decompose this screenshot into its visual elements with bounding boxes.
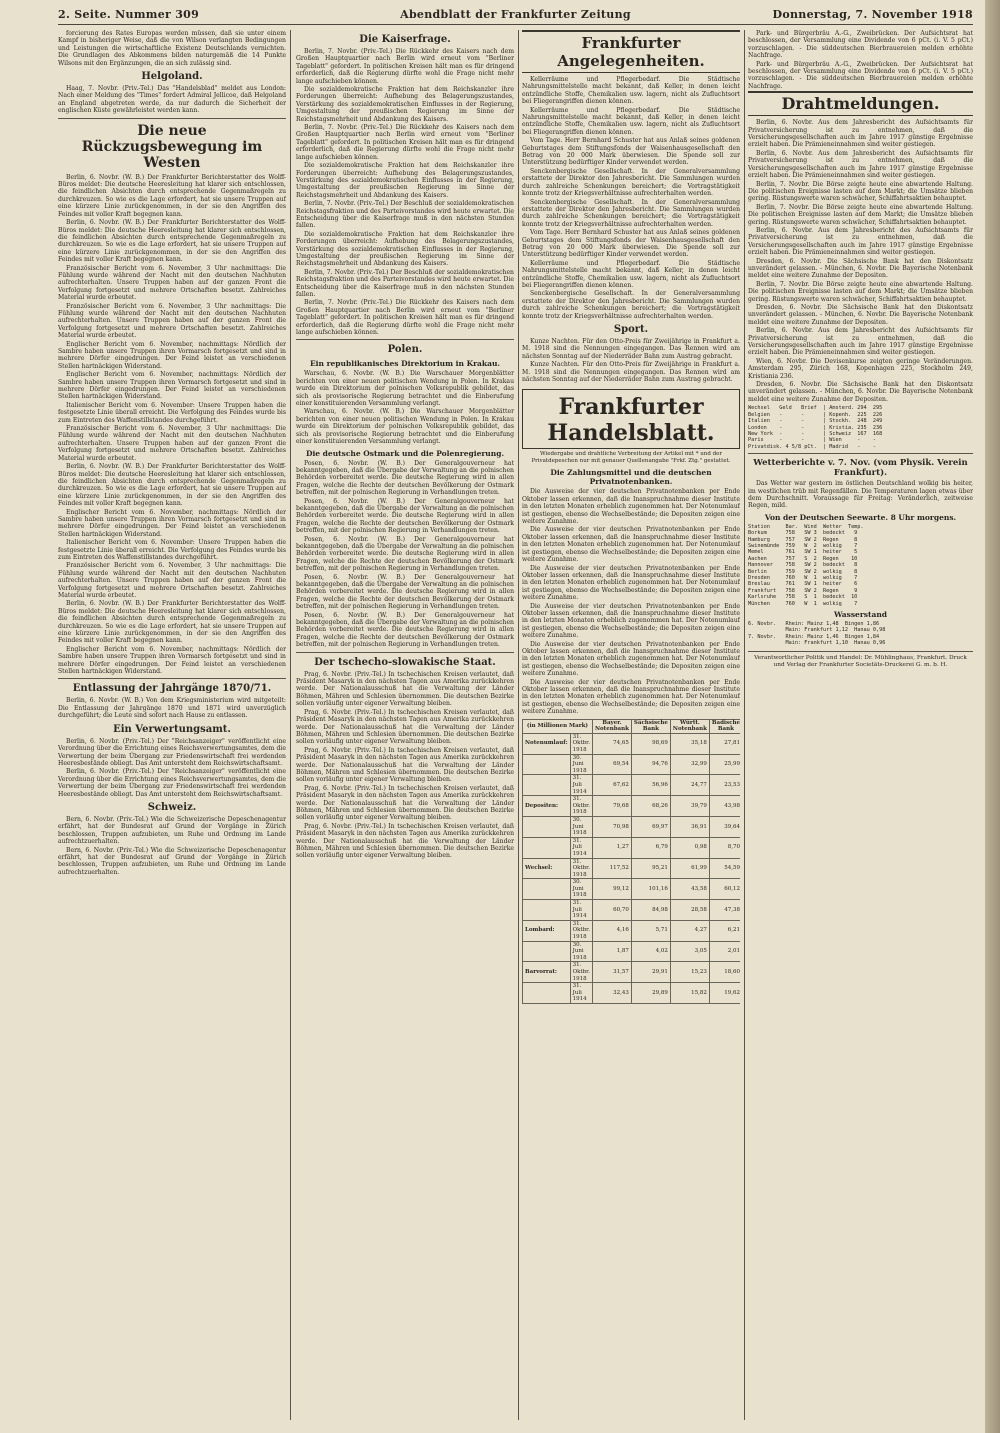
table-cell: 18,60 <box>709 962 740 983</box>
table-cell: 74,65 <box>592 733 631 754</box>
table-cell <box>523 837 571 858</box>
article-text: Französischer Bericht vom 6. November, 3 Uhr nachmittags: Die Fühlung wurde während der Nacht mit den deutschen Nachhuten aufrechterhalten. Unsere Truppen haben auf der ganzen Front die Verfolgung fortgesetzt und mehrere Ortschaften besetzt. Zahlreiches Material wurde erbeutet. <box>58 562 286 599</box>
table-cell: 31. Juli 1914 <box>570 775 592 796</box>
article-text: Prag, 6. Novbr. (Priv.-Tel.) In tschechischen Kreisen verlautet, daß Präsident Masaryk in den nächsten Tagen aus Amerika zurückkehren werde. Der Nationalausschuß hat die Verwaltung der Länder Böhmen, Mähren und Schlesien übernommen. Die deutschen Bezirke sollen vorläufig unter eigener Verwaltung bleiben. <box>296 708 514 746</box>
article-text: Vom Tage. Herr Bernhard Schuster hat aus Anlaß seines goldenen Geburtstages dem Stiftungsfonds der Waisenhausgesellschaft den Betrag von 20 000 Mark überwiesen. Die Spende soll zur Unterstützung bedürftiger Kinder verwendet werden. <box>522 137 740 167</box>
table-row <box>523 733 741 754</box>
table-cell: 19,62 <box>709 983 740 1004</box>
table-cell: 31. Oktbr. 1918 <box>570 733 592 754</box>
table-cell: 31. Juli 1914 <box>570 983 592 1004</box>
column-2 <box>296 30 514 1420</box>
article-heading: Entlassung der Jahrgänge 1870/71. <box>72 683 272 695</box>
table-row <box>523 920 741 941</box>
article-text: Dresden, 6. Novbr. Die Sächsische Bank hat den Diskontsatz unverändert gelassen. - München, 6. Novbr. Die Bayerische Notenbank meldet eine weitere Zunahme der Depositen. <box>748 381 973 403</box>
article-text: Französischer Bericht vom 6. November, 3 Uhr nachmittags: Die Fühlung wurde während der Nacht mit den deutschen Nachhuten aufrechterhalten. Unsere Truppen haben auf der ganzen Front die Verfolgung fortgesetzt und mehrere Ortschaften besetzt. Zahlreiches Material wurde erbeutet. <box>58 264 286 302</box>
table-cell: 15,82 <box>670 983 709 1004</box>
table-cell: 4,02 <box>631 941 670 962</box>
newspaper-title: Abendblatt der Frankfurter Zeitung <box>400 8 631 21</box>
table-cell <box>523 816 571 837</box>
article-text: Berlin, 6. Novbr. Aus dem Jahresbericht des Aufsichtsamts für Privatversicherung ist zu entnehmen, daß die Versicherungsgesellschaften auch im Jahre 1917 günstige Ergebnisse erzielt haben. Die Prämieneinnahmen sind weiter gestiegen. <box>748 327 973 357</box>
table-cell: 68,26 <box>631 796 670 817</box>
column-rule <box>290 30 291 1420</box>
article-heading: Schweiz. <box>147 801 197 813</box>
table-cell <box>523 983 571 1004</box>
table-cell: 39,64 <box>709 816 740 837</box>
table-cell: 47,38 <box>709 900 740 921</box>
table-cell <box>523 900 571 921</box>
article-text: Bern, 6. Novbr. (Priv.-Tel.) Wie die Schweizerische Depeschenagentur erfährt, hat der Bundesrat auf Grund der Vorgänge in Zürich beschlossen, Truppen aufzubieten, um Ruhe und Ordnung im Lande aufrechtzuerhalten. <box>58 815 286 846</box>
table-row <box>523 879 741 900</box>
article-text: Posen, 6. Novbr. (W. B.) Der Generalgouverneur hat bekanntgegeben, daß die Übergabe der Verwaltung an die polnischen Behörden vorbereitet werde. Die deutsche Regierung wird in allen Fragen, welche die Rechte der deutschen Bevölkerung der Ostmark betreffen, mit der polnischen Regierung in Verhandlungen treten. <box>296 497 514 535</box>
article-text: Kellerräume und Pflegerbedarf. Die Städtische Nahrungsmittelstelle macht bekannt, daß Keller, in denen leicht entzündliche Stoffe, Chemikalien usw. lagern, nicht als Zufluchtsort bei Fliegerangriffen dienen können. <box>522 259 740 289</box>
article-heading: Der tschecho-slowakische Staat. <box>314 656 496 668</box>
table-cell: 31,57 <box>592 962 631 983</box>
table-cell: 28,58 <box>670 900 709 921</box>
article-text: Berlin, 6. Novbr. (W. B.) Der Frankfurter Berichterstatter des Wolff-Büros meldet: Die deutsche Heeresleitung hat klarer sich entschlossen, die feindlichen Absichten durch entsprechende Gegenmaßregeln zu durchkreuzen. So wie es die Lage erfordert, hat sie unsere Truppen auf eine kürzere Linie zurückgenommen, in der sie den Angriffen des Feindes mit voller Kraft begegnen kann. <box>58 600 286 645</box>
table-cell: 31. Oktbr. 1918 <box>570 858 592 879</box>
article-text: Kellerräume und Pflegerbedarf. Die Städtische Nahrungsmittelstelle macht bekannt, daß Keller, in denen leicht entzündliche Stoffe, Chemikalien usw. lagern, nicht als Zufluchtsort bei Fliegerangriffen dienen können. <box>522 76 740 106</box>
article-text: Berlin, 6. Novbr. Aus dem Jahresbericht des Aufsichtsamts für Privatversicherung ist zu entnehmen, daß die Versicherungsgesellschaften auch im Jahre 1917 günstige Ergebnisse erzielt haben. Die Prämieneinnahmen sind weiter gestiegen. <box>748 226 973 257</box>
table-row <box>523 962 741 983</box>
table-header: Bayer. Notenbank <box>592 719 631 733</box>
table-cell: 69,97 <box>631 816 670 837</box>
column-3 <box>522 30 740 1420</box>
table-cell: 31. Oktbr. 1918 <box>570 796 592 817</box>
article-text: Senckenbergische Gesellschaft. In der Generalversammlung erstattete der Direktor den Jahresbericht. Die Sammlungen wurden durch zahlreiche Schenkungen bereichert; die Vortragstätigkeit konnte trotz der Kriegsverhältnisse aufrechterhalten werden. <box>522 167 740 198</box>
table-cell: 30. Juni 1918 <box>570 816 592 837</box>
table-cell: 23,53 <box>709 775 740 796</box>
table-cell: 101,16 <box>631 879 670 900</box>
table-cell: 25,99 <box>709 754 740 775</box>
table-cell: 29,91 <box>631 962 670 983</box>
table-cell: 31. Oktbr. 1918 <box>570 920 592 941</box>
table-cell: 5,71 <box>631 920 670 941</box>
table-header: Badische Bank <box>709 719 740 733</box>
paper-edge <box>985 0 1000 1433</box>
table-cell: 98,69 <box>631 733 670 754</box>
imprint: Verantwortlicher Politik und Handel: Dr. Mühlinghaus, Frankfurt. Druck und Verlag der Frankfurter Societäts-Druckerei G. m. b. H. <box>748 651 973 669</box>
table-cell: 6,21 <box>709 920 740 941</box>
article-text: Haag, 7. Novbr. (Priv.-Tel.) Das "Handelsblad" meldet aus London: Nach einer Meldung des "Times" fordert Admiral Jellicoe, daß Helgoland an England abgetreten werde, da nur dadurch die Sicherheit der englischen Küste gewährleistet werden kann. <box>58 85 286 115</box>
table-cell: 27,81 <box>709 733 740 754</box>
table-row <box>523 816 741 837</box>
table-cell: 31. Oktbr. 1918 <box>570 962 592 983</box>
table-header-row <box>523 719 741 733</box>
table-cell: 56,96 <box>631 775 670 796</box>
table-cell: 79,68 <box>592 796 631 817</box>
table-cell: 30. Juni 1918 <box>570 879 592 900</box>
article-text: Englischer Bericht vom 6. November, nachmittags: Nördlich der Sambre haben unsere Truppen ihren Vormarsch fortgesetzt und sind in mehrere Dörfer eingedrungen. Der Feind leistet an verschiedenen Stellen hartnäckigen Widerstand. <box>58 371 286 401</box>
table-cell: 30. Juni 1918 <box>570 754 592 775</box>
table-header: Württ. Notenbank <box>670 719 709 733</box>
article-text: Posen, 6. Novbr. (W. B.) Der Generalgouverneur hat bekanntgegeben, daß die Übergabe der Verwaltung an die polnischen Behörden vorbereitet werde. Die deutsche Regierung wird in allen Fragen, welche die Rechte der deutschen Bevölkerung der Ostmark betreffen, mit der polnischen Regierung in Verhandlungen treten. <box>296 573 514 611</box>
article-text: Französischer Bericht vom 6. November, 3 Uhr nachmittags: Die Fühlung wurde während der Nacht mit den deutschen Nachhuten aufrechterhalten. Unsere Truppen haben auf der ganzen Front die Verfolgung fortgesetzt und mehrere Ortschaften besetzt. Zahlreiches Material wurde erbeutet. <box>58 425 286 462</box>
table-cell: 61,99 <box>670 858 709 879</box>
exchange-rates: Wechsel Geld Brief | Amsterd. 294 295 Belgien - - | Kopenh. 225 226 Italien - - | Stockh. 248 249 London - - | Kristia. 235 236 New York - - | Schweiz 167 168 Paris - - | Wien - - Privatdisk. 4 5/8 pCt. | Madrid - - <box>748 405 883 450</box>
article-text: Prag, 6. Novbr. (Priv.-Tel.) In tschechischen Kreisen verlautet, daß Präsident Masaryk in den nächsten Tagen aus Amerika zurückkehren werde. Der Nationalausschuß hat die Verwaltung der Länder Böhmen, Mähren und Schlesien übernommen. Die deutschen Bezirke sollen vorläufig unter eigener Verwaltung bleiben. <box>296 670 514 708</box>
table-cell: 31. Juli 1914 <box>570 900 592 921</box>
article-text: Wien, 6. Novbr. Die Devisenkurse zeigten geringe Veränderungen. Amsterdam 295, Zürich 168, Kopenhagen 225, Stockholm 249, Kristiania 236. <box>748 357 973 380</box>
column-rule <box>744 30 745 1420</box>
divider <box>58 118 286 119</box>
article-text: Dresden, 6. Novbr. Die Sächsische Bank hat den Diskontsatz unverändert gelassen. - München, 6. Novbr. Die Bayerische Notenbank meldet eine weitere Zunahme der Depositen. <box>748 257 973 280</box>
article-text: Bern, 6. Novbr. (Priv.-Tel.) Wie die Schweizerische Depeschenagentur erfährt, hat der Bundesrat auf Grund der Vorgänge in Zürich beschlossen, Truppen aufzubieten, um Ruhe und Ordnung im Lande aufrechtzuerhalten. <box>58 846 286 876</box>
table-cell: 43,98 <box>709 796 740 817</box>
article-text: Berlin, 7. Novbr. Die Börse zeigte heute eine abwartende Haltung. Die politischen Ereignisse lasten auf dem Markt; die Umsätze blieben gering. Rüstungswerte waren schwächer, Schiffahrtsaktien behauptet. <box>748 180 973 203</box>
table-row <box>523 775 741 796</box>
column-rule <box>518 30 519 1420</box>
table-row <box>523 858 741 879</box>
table-row <box>523 900 741 921</box>
article-text: Französischer Bericht vom 6. November, 3 Uhr nachmittags: Die Fühlung wurde während der Nacht mit den deutschen Nachhuten aufrechterhalten. Unsere Truppen haben auf der ganzen Front die Verfolgung fortgesetzt und mehrere Ortschaften besetzt. Zahlreiches Material wurde erbeutet. <box>58 302 286 340</box>
article-text: Senckenbergische Gesellschaft. In der Generalversammlung erstattete der Direktor den Jahresbericht. Die Sammlungen wurden durch zahlreiche Schenkungen bereichert; die Vortragstätigkeit konnte trotz der Kriegsverhältnisse aufrechterhalten werden. <box>522 198 740 228</box>
table-cell: 36,91 <box>670 816 709 837</box>
table-body <box>523 733 741 1003</box>
table-row <box>523 983 741 1004</box>
table-cell: 99,12 <box>592 879 631 900</box>
article-text: Die Ausweise der vier deutschen Privatnotenbanken per Ende Oktober lassen erkennen, daß die Inanspruchnahme dieser Institute in den letzten Monaten erheblich zugenommen hat. Der Notenumlauf ist gestiegen, ebenso die Wechselbestände; die Depositen zeigen eine weitere Zunahme. <box>522 640 740 678</box>
article-text: Die sozialdemokratische Fraktion hat dem Reichskanzler ihre Forderungen überreicht: Aufhebung des Belagerungszustandes, Verstärkung des sozialdemokratischen Einflusses in der Regierung, Umgestaltung der preußischen Regierung im Sinne der Reichstagsmehrheit und Abdankung des Kaisers. <box>296 86 514 123</box>
table-cell: Lombard: <box>523 920 571 941</box>
article-text: Kellerräume und Pflegerbedarf. Die Städtische Nahrungsmittelstelle macht bekannt, daß Keller, in denen leicht entzündliche Stoffe, Chemikalien usw. lagern, nicht als Zufluchtsort bei Fliegerangriffen dienen können. <box>522 106 740 136</box>
masthead <box>58 8 973 25</box>
table-caption: (in Millionen Mark) <box>523 719 593 733</box>
station-heading: Von der Deutschen Seewarte. 8 Uhr morgens. <box>764 512 957 522</box>
table-cell: 15,23 <box>670 962 709 983</box>
section-banner: Frankfurter Angelegenheiten. <box>522 30 740 73</box>
article-text: forcierung des Rates Europas werden müssen, daß sie unter einem Kampf in bisheriger Weise, daß die von Wilson verlangten Bedingungen und Leistungen die wirtschaftliche Existenz Deutschlands vernichten. Die Grundlagen des Abkommens bilden naturgemäß die 14 Punkte Wilsons mit den Ergänzungen, die an sich zulässig sind. <box>58 30 286 67</box>
article-text: Berlin, 6. Novbr. Aus dem Jahresbericht des Aufsichtsamts für Privatversicherung ist zu entnehmen, daß die Versicherungsgesellschaften auch im Jahre 1917 günstige Ergebnisse erzielt haben. Die Prämieneinnahmen sind weiter gestiegen. <box>748 119 973 149</box>
table-row <box>523 796 741 817</box>
article-text: Kunze Nachten. Für den Otto-Preis für Zweijährige in Frankfurt a. M. 1918 sind die Nennungen eingegangen. Das Rennen wird am nächsten Sonntag auf der Niederräder Bahn zum Austrag gebracht. <box>522 338 740 360</box>
table-cell: 54,59 <box>709 858 740 879</box>
section-banner: Drahtmeldungen. <box>748 91 973 116</box>
article-text: Berlin, 6. Novbr. (Priv.-Tel.) Der "Reichsanzeiger" veröffentlicht eine Verordnung über die Errichtung eines Reichsverwertungsamtes, dem die Verwertung der beim Übergang zur Friedenswirtschaft frei werdenden Heeresbestände obliegt. Das Amt untersteht dem Reichswirtschaftsamt. <box>58 737 286 767</box>
table-row <box>523 837 741 858</box>
table-cell: 32,99 <box>670 754 709 775</box>
table-cell: 8,70 <box>709 837 740 858</box>
article-text: Berlin, 6. Novbr. Aus dem Jahresbericht des Aufsichtsamts für Privatversicherung ist zu entnehmen, daß die Versicherungsgesellschaften auch im Jahre 1917 günstige Ergebnisse erzielt haben. Die Prämieneinnahmen sind weiter gestiegen. <box>748 149 973 180</box>
article-headline: Die neue Rückzugsbewegung im Westen <box>81 122 263 171</box>
table-cell: 29,89 <box>631 983 670 1004</box>
article-text: Berlin, 7. Novbr. (Priv.-Tel.) Der Beschluß der sozialdemokratischen Reichstagsfraktion und des Parteivorstandes wird heute erwartet. Die Entscheidung über die Kaiserfrage muß in den nächsten Stunden fallen. <box>296 268 514 298</box>
article-text: Berlin, 6. Novbr. (Priv.-Tel.) Der "Reichsanzeiger" veröffentlicht eine Verordnung über die Errichtung eines Reichsverwertungsamtes, dem die Verwertung der beim Übergang zur Friedenswirtschaft frei werdenden Heeresbestände obliegt. Das Amt untersteht dem Reichswirtschaftsamt. <box>58 768 286 798</box>
table-cell: 24,77 <box>670 775 709 796</box>
article-heading: Ein Verwertungsamt. <box>113 723 231 735</box>
article-text: Posen, 6. Novbr. (W. B.) Der Generalgouverneur hat bekanntgegeben, daß die Übergabe der Verwaltung an die polnischen Behörden vorbereitet werde. Die deutsche Regierung wird in allen Fragen, welche die Rechte der deutschen Bevölkerung der Ostmark betreffen, mit der polnischen Regierung in Verhandlungen treten. <box>296 535 514 573</box>
article-text: Berlin, 6. Novbr. (W. B.) Der Frankfurter Berichterstatter des Wolff-Büros meldet: Die deutsche Heeresleitung hat klarer sich entschlossen, die feindlichen Absichten durch entsprechende Gegenmaßregeln zu durchkreuzen. So wie es die Lage erfordert, hat sie unsere Truppen auf eine kürzere Linie zurückgenommen, in der sie den Angriffen des Feindes mit voller Kraft begegnen kann. <box>58 173 286 218</box>
article-text: Prag, 6. Novbr. (Priv.-Tel.) In tschechischen Kreisen verlautet, daß Präsident Masaryk in den nächsten Tagen aus Amerika zurückkehren werde. Der Nationalausschuß hat die Verwaltung der Länder Böhmen, Mähren und Schlesien übernommen. Die deutschen Bezirke sollen vorläufig unter eigener Verwaltung bleiben. <box>296 822 514 860</box>
article-text: Die Ausweise der vier deutschen Privatnotenbanken per Ende Oktober lassen erkennen, daß die Inanspruchnahme dieser Institute in den letzten Monaten erheblich zugenommen hat. Der Notenumlauf ist gestiegen, ebenso die Wechselbestände; die Depositen zeigen eine weitere Zunahme. <box>522 602 740 640</box>
divider <box>296 652 514 653</box>
table-cell: 69,54 <box>592 754 631 775</box>
table-cell: 84,98 <box>631 900 670 921</box>
article-text: Englischer Bericht vom 6. November, nachmittags: Nördlich der Sambre haben unsere Truppen ihren Vormarsch fortgesetzt und sind in mehrere Dörfer eingedrungen. Der Feind leistet an verschiedenen Stellen hartnäckigen Widerstand. <box>58 645 286 676</box>
article-subheading: Die deutsche Ostmark und die Polenregierung. <box>305 448 505 458</box>
table-cell <box>523 941 571 962</box>
article-heading: Polen. <box>387 344 423 356</box>
article-text: Berlin, 7. Novbr. (Priv.-Tel.) Die Rückkehr des Kaisers nach dem Großen Hauptquartier nach Berlin wird erneut vom "Berliner Tageblatt" gefordert. In politischen Kreisen hält man es für dringend erforderlich, daß die Regierung dürfte wohl die Frage nicht mehr lange aufschieben können. <box>296 299 514 337</box>
column-4 <box>748 30 973 1420</box>
weather-heading: Wetterberichte v. 7. Nov. (vom Physik. Verein Frankfurt). <box>753 458 968 479</box>
column-1 <box>58 30 286 1420</box>
table-cell: 67,62 <box>592 775 631 796</box>
table-cell: 35,18 <box>670 733 709 754</box>
table-cell <box>523 754 571 775</box>
table-cell: 39,79 <box>670 796 709 817</box>
article-subheading: Die Zahlungsmittel und die deutschen Privatnotenbanken. <box>550 468 712 487</box>
page-number: 2. Seite. Nummer 309 <box>58 8 200 21</box>
table-cell: 3,05 <box>670 941 709 962</box>
article-subheading: Ein republikanisches Direktorium in Krakau. <box>309 359 501 369</box>
notenbank-table <box>522 719 740 1004</box>
table-cell: 31. Juli 1914 <box>570 837 592 858</box>
article-text: Prag, 6. Novbr. (Priv.-Tel.) In tschechischen Kreisen verlautet, daß Präsident Masaryk in den nächsten Tagen aus Amerika zurückkehren werde. Der Nationalausschuß hat die Verwaltung der Länder Böhmen, Mähren und Schlesien übernommen. Die deutschen Bezirke sollen vorläufig unter eigener Verwaltung bleiben. <box>296 784 514 822</box>
table-cell: 32,43 <box>592 983 631 1004</box>
table-cell: 60,12 <box>709 879 740 900</box>
article-text: Berlin, 6. Novbr. (W. B.) Von dem Kriegsministerium wird mitgeteilt: Die Entlassung der Jahrgänge 1870 und 1871 wird unverzüglich durchgeführt; die Leute sind sofort nach Hause zu entlassen. <box>58 697 286 720</box>
article-text: Berlin, 7. Novbr. (Priv.-Tel.) Die Rückkehr des Kaisers nach dem Großen Hauptquartier nach Berlin wird erneut vom "Berliner Tageblatt" gefordert. In politischen Kreisen hält man es für dringend erforderlich, daß die Regierung dürfte wohl die Frage nicht mehr lange aufschieben können. <box>296 48 514 85</box>
article-text: Posen, 6. Novbr. (W. B.) Der Generalgouverneur hat bekanntgegeben, daß die Übergabe der Verwaltung an die polnischen Behörden vorbereitet werde. Die deutsche Regierung wird in allen Fragen, welche die Rechte der deutschen Bevölkerung der Ostmark betreffen, mit der polnischen Regierung in Verhandlungen treten. <box>296 611 514 649</box>
divider <box>748 453 973 454</box>
article-text: Park- und Bürgerbräu A.-G., Zweibrücken. Der Aufsichtsrat hat beschlossen, der Versammlung eine Dividende von 6 pCt. (i. V. 5 pCt.) vorzuschlagen. - Die süddeutschen Bierbrauereien melden erhöhte Nachfrage. <box>748 30 973 60</box>
article-text: Berlin, 7. Novbr. Die Börse zeigte heute eine abwartende Haltung. Die politischen Ereignisse lasten auf dem Markt; die Umsätze blieben gering. Rüstungswerte waren schwächer, Schiffahrtsaktien behauptet. <box>748 203 973 226</box>
article-text: Kunze Nachten. Für den Otto-Preis für Zweijährige in Frankfurt a. M. 1918 sind die Nennungen eingegangen. Das Rennen wird am nächsten Sonntag auf der Niederräder Bahn zum Austrag gebracht. <box>522 361 740 384</box>
table-cell: 117,52 <box>592 858 631 879</box>
table-cell: 94,76 <box>631 754 670 775</box>
article-text: Dresden, 6. Novbr. Die Sächsische Bank hat den Diskontsatz unverändert gelassen. - München, 6. Novbr. Die Bayerische Notenbank meldet eine weitere Zunahme der Depositen. <box>748 304 973 326</box>
article-text: Posen, 6. Novbr. (W. B.) Der Generalgouverneur hat bekanntgegeben, daß die Übergabe der Verwaltung an die polnischen Behörden vorbereitet werde. Die deutsche Regierung wird in allen Fragen, welche die Rechte der deutschen Bevölkerung der Ostmark betreffen, mit der polnischen Regierung in Verhandlungen treten. <box>296 459 514 497</box>
table-cell: Wechsel: <box>523 858 571 879</box>
banner-note: Wiedergabe und drahtliche Verbreitung der Artikel mit * und der Privatdepeschen nur mit genauer Quellenangabe "Frkf. Ztg." gestattet. <box>531 451 731 464</box>
divider <box>296 339 514 340</box>
article-text: Die Ausweise der vier deutschen Privatnotenbanken per Ende Oktober lassen erkennen, daß die Inanspruchnahme dieser Institute in den letzten Monaten erheblich zugenommen hat. Der Notenumlauf ist gestiegen, ebenso die Wechselbestände; die Depositen zeigen eine weitere Zunahme. <box>522 526 740 564</box>
handelsblatt-banner: Frankfurter Handelsblatt. <box>522 389 740 449</box>
table-row <box>523 941 741 962</box>
article-text: Senckenbergische Gesellschaft. In der Generalversammlung erstattete der Direktor den Jahresbericht. Die Sammlungen wurden durch zahlreiche Schenkungen bereichert; die Vortragstätigkeit konnte trotz der Kriegsverhältnisse aufrechterhalten werden. <box>522 290 740 320</box>
table-cell: Depositen: <box>523 796 571 817</box>
divider <box>58 678 286 679</box>
article-text: Berlin, 7. Novbr. (Priv.-Tel.) Die Rückkehr des Kaisers nach dem Großen Hauptquartier nach Berlin wird erneut vom "Berliner Tageblatt" gefordert. In politischen Kreisen hält man es für dringend erforderlich, daß die Regierung dürfte wohl die Frage nicht mehr lange aufschieben können. <box>296 124 514 161</box>
article-text: Prag, 6. Novbr. (Priv.-Tel.) In tschechischen Kreisen verlautet, daß Präsident Masaryk in den nächsten Tagen aus Amerika zurückkehren werde. Der Nationalausschuß hat die Verwaltung der Länder Böhmen, Mähren und Schlesien übernommen. Die deutschen Bezirke sollen vorläufig unter eigener Verwaltung bleiben. <box>296 746 514 784</box>
table-cell: Notenumlauf: <box>523 733 571 754</box>
weather-stations: Station Bar. Wind Wetter Temp. Borkum 758 SW 3 bedeckt 9 Hamburg 757 SW 2 Regen 8 Swinemünde 759 W 2 wolkig 7 Memel 761 SW 1 heiter 5 Aachen 757 S 2 Regen 10 Hannover 758 SW 2 bedeckt 8 Berlin 759 SW 2 wolkig 8 Dresden 760 W 1 wolkig 7 Breslau 761 SW 1 heiter 6 Frankfurt 758 SW 2 Regen 9 Karlsruhe 758 S 1 bedeckt 10 München 760 W 1 wolkig 7 <box>748 523 864 607</box>
article-heading: Sport. <box>613 324 649 335</box>
article-heading: Helgoland. <box>141 71 203 83</box>
article-text: Berlin, 7. Novbr. (Priv.-Tel.) Der Beschluß der sozialdemokratischen Reichstagsfraktion und des Parteivorstandes wird heute erwartet. Die Entscheidung über die Kaiserfrage muß in den nächsten Stunden fallen. <box>296 200 514 230</box>
article-text: Park- und Bürgerbräu A.-G., Zweibrücken. Der Aufsichtsrat hat beschlossen, der Versammlung eine Dividende von 6 pCt. (i. V. 5 pCt.) vorzuschlagen. - Die süddeutschen Bierbrauereien melden erhöhte Nachfrage. <box>748 60 973 90</box>
article-text: Warschau, 6. Novbr. (W. B.) Die Warschauer Morgenblätter berichten von einer neuen politischen Wendung in Polen. In Krakau wurde ein Direktorium der polnischen Volksrepublik gebildet, das sich als provisorische Regierung betrachtet und die Einberufung einer konstituierenden Versammlung verlangt. <box>296 370 514 408</box>
article-text: Die sozialdemokratische Fraktion hat dem Reichskanzler ihre Forderungen überreicht: Aufhebung des Belagerungszustandes, Verstärkung des sozialdemokratischen Einflusses in der Regierung, Umgestaltung der preußischen Regierung im Sinne der Reichstagsmehrheit und Abdankung des Kaisers. <box>296 162 514 199</box>
table-row <box>523 754 741 775</box>
table-cell: 6,79 <box>631 837 670 858</box>
water-levels: 6. Novbr. Rhein: Mainz 1,48 Bingen 1,86 Main: Frankfurt 1,12 Hanau 0,98 7. Novbr. Rhein: Mainz 1,46 Bingen 1,84 Main: Frankfurt 1,10 Hanau 0,96 <box>748 621 886 647</box>
article-text: Vom Tage. Herr Bernhard Schuster hat aus Anlaß seines goldenen Geburtstages dem Stiftungsfonds der Waisenhausgesellschaft den Betrag von 20 000 Mark überwiesen. Die Spende soll zur Unterstützung bedürftiger Kinder verwendet werden. <box>522 229 740 259</box>
table-cell <box>523 879 571 900</box>
article-text: Berlin, 7. Novbr. Die Börse zeigte heute eine abwartende Haltung. Die politischen Ereignisse lasten auf dem Markt; die Umsätze blieben gering. Rüstungswerte waren schwächer, Schiffahrtsaktien behauptet. <box>748 280 973 303</box>
table-header: Sächsische Bank <box>631 719 670 733</box>
table-cell: 60,70 <box>592 900 631 921</box>
article-text: Englischer Bericht vom 6. November, nachmittags: Nördlich der Sambre haben unsere Truppen ihren Vormarsch fortgesetzt und sind in mehrere Dörfer eingedrungen. Der Feind leistet an verschiedenen Stellen hartnäckigen Widerstand. <box>58 340 286 370</box>
article-text: Das Wetter war gestern im östlichen Deutschland wolkig bis heiter, im westlichen trüb mit Regenfällen. Die Temperaturen lagen etwas über dem Durchschnitt. Voraussage für Freitag: Veränderlich, zeitweise Regen, mild. <box>748 480 973 510</box>
article-text: Englischer Bericht vom 6. November, nachmittags: Nördlich der Sambre haben unsere Truppen ihren Vormarsch fortgesetzt und sind in mehrere Dörfer eingedrungen. Der Feind leistet an verschiedenen Stellen hartnäckigen Widerstand. <box>58 508 286 538</box>
article-text: Die Ausweise der vier deutschen Privatnotenbanken per Ende Oktober lassen erkennen, daß die Inanspruchnahme dieser Institute in den letzten Monaten erheblich zugenommen hat. Der Notenumlauf ist gestiegen, ebenso die Wechselbestände; die Depositen zeigen eine weitere Zunahme. <box>522 678 740 716</box>
table-cell: 2,01 <box>709 941 740 962</box>
article-text: Berlin, 6. Novbr. (W. B.) Der Frankfurter Berichterstatter des Wolff-Büros meldet: Die deutsche Heeresleitung hat klarer sich entschlossen, die feindlichen Absichten durch entsprechende Gegenmaßregeln zu durchkreuzen. So wie es die Lage erfordert, hat sie unsere Truppen auf eine kürzere Linie zurückgenommen, in der sie den Angriffen des Feindes mit voller Kraft begegnen kann. <box>58 219 286 264</box>
article-text: Italienischer Bericht vom 6. November: Unsere Truppen haben die festgesetzte Linie überall erreicht. Die Verfolgung des Feindes wurde bis zum Eintreten des Waffenstillstandes durchgeführt. <box>58 539 286 561</box>
table-cell: 43,58 <box>670 879 709 900</box>
article-text: Die Ausweise der vier deutschen Privatnotenbanken per Ende Oktober lassen erkennen, daß die Inanspruchnahme dieser Institute in den letzten Monaten erheblich zugenommen hat. Der Notenumlauf ist gestiegen, ebenso die Wechselbestände; die Depositen zeigen eine weitere Zunahme. <box>522 564 740 602</box>
table-cell: 4,27 <box>670 920 709 941</box>
table-cell: 30. Juni 1918 <box>570 941 592 962</box>
table-cell <box>523 775 571 796</box>
article-text: Berlin, 6. Novbr. (W. B.) Der Frankfurter Berichterstatter des Wolff-Büros meldet: Die deutsche Heeresleitung hat klarer sich entschlossen, die feindlichen Absichten durch entsprechende Gegenmaßregeln zu durchkreuzen. So wie es die Lage erfordert, hat sie unsere Truppen auf eine kürzere Linie zurückgenommen, in der sie den Angriffen des Feindes mit voller Kraft begegnen kann. <box>58 463 286 508</box>
table-cell: Barvorrat: <box>523 962 571 983</box>
table-cell: 4,16 <box>592 920 631 941</box>
table-cell: 1,87 <box>592 941 631 962</box>
table-cell: 1,27 <box>592 837 631 858</box>
article-heading: Die Kaiserfrage. <box>359 34 451 45</box>
water-heading: Wasserstand <box>833 610 888 620</box>
table-cell: 95,21 <box>631 858 670 879</box>
table-cell: 0,98 <box>670 837 709 858</box>
table-cell: 70,98 <box>592 816 631 837</box>
article-text: Italienischer Bericht vom 6. November: Unsere Truppen haben die festgesetzte Linie überall erreicht. Die Verfolgung des Feindes wurde bis zum Eintreten des Waffenstillstandes durchgeführt. <box>58 401 286 424</box>
article-text: Die sozialdemokratische Fraktion hat dem Reichskanzler ihre Forderungen überreicht: Aufhebung des Belagerungszustandes, Verstärkung des sozialdemokratischen Einflusses in der Regierung, Umgestaltung der preußischen Regierung im Sinne der Reichstagsmehrheit und Abdankung des Kaisers. <box>296 230 514 268</box>
issue-date: Donnerstag, 7. November 1918 <box>772 8 973 21</box>
article-text: Die Ausweise der vier deutschen Privatnotenbanken per Ende Oktober lassen erkennen, daß die Inanspruchnahme dieser Institute in den letzten Monaten erheblich zugenommen hat. Der Notenumlauf ist gestiegen, ebenso die Wechselbestände; die Depositen zeigen eine weitere Zunahme. <box>522 488 740 526</box>
article-text: Warschau, 6. Novbr. (W. B.) Die Warschauer Morgenblätter berichten von einer neuen politischen Wendung in Polen. In Krakau wurde ein Direktorium der polnischen Volksrepublik gebildet, das sich als provisorische Regierung betrachtet und die Einberufung einer konstituierenden Versammlung verlangt. <box>296 408 514 446</box>
